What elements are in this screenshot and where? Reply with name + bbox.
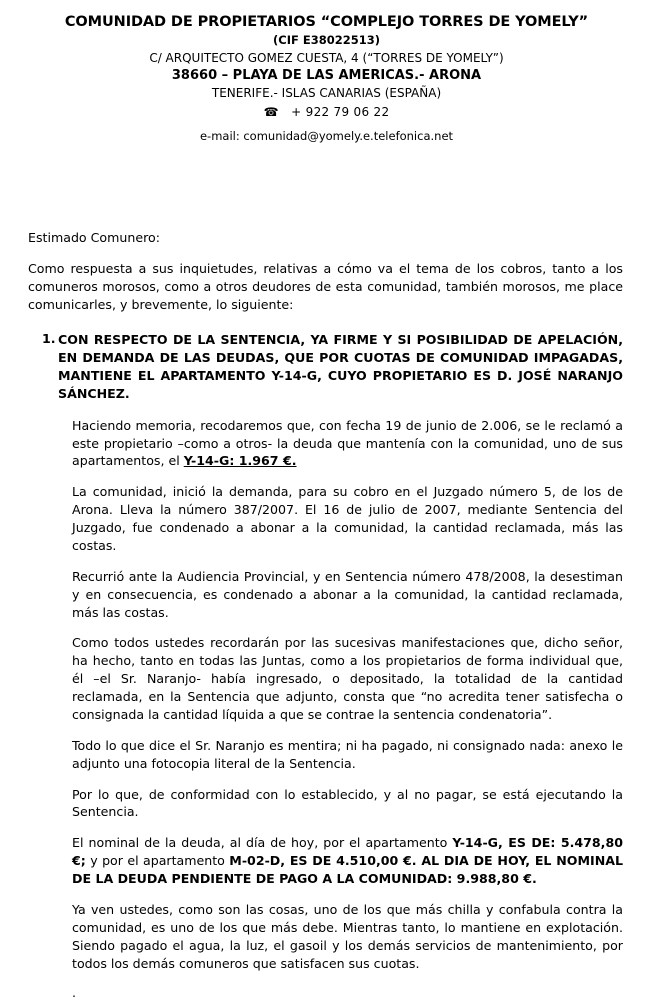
community-cif: (CIF E38022513) (273, 33, 380, 48)
paragraph-6: Por lo que, de conformidad con lo establecido, y al no pagar, se está ejecutando la Sentencia. (72, 786, 623, 820)
community-province: TENERIFE.- ISLAS CANARIAS (ESPAÑA) (211, 86, 442, 101)
letter-body (0, 229, 653, 1000)
numbered-item-1 (28, 331, 623, 404)
paragraph-7-lead: El nominal de la deuda, al día de hoy, por el apartamento (72, 835, 453, 851)
community-phone-line (0, 105, 653, 119)
paragraph-5: Todo lo que dice el Sr. Naranjo es mentira; ni ha pagado, ni consignado nada: anexo le adjunto una fotocopia literal de la Sentencia. (72, 737, 623, 771)
item-heading: CON RESPECTO DE LA SENTENCIA, YA FIRME Y SI POSIBILIDAD DE APELACIÓN, EN DEMANDA DE LAS DEUDAS, QUE POR CUOTAS DE COMUNIDAD IMPAGADAS, MANTIENE EL APARTAMENTO Y-14-G, CUYO PROPIETARIO ES D. JOSÉ NARANJO SÁNCHEZ. (58, 331, 623, 402)
apartment-debt-highlight: Y-14-G: 1.967 €. (183, 453, 297, 469)
letterhead (0, 0, 653, 143)
telephone-icon: ☎ (263, 105, 279, 120)
community-title: COMUNIDAD DE PROPIETARIOS “COMPLEJO TORRES DE YOMELY” (64, 14, 589, 30)
community-address: C/ ARQUITECTO GOMEZ CUESTA, 4 (“TORRES DE YOMELY”) (149, 51, 504, 66)
paragraph-8: Ya ven ustedes, como son las cosas, uno de los que más chilla y confabula contra la comunidad, es uno de los que más debe. Mientras tanto, lo mantiene en explotación. Siendo pagado el agua, la luz, el gasoil y los demás servicios de mantenimiento, por todos los demás comuneros que satisfacen sus cuotas. (72, 901, 623, 971)
community-email: e-mail: comunidad@yomely.e.telefonica.net (199, 129, 454, 144)
intro-paragraph: Como respuesta a sus inquietudes, relativas a cómo va el tema de los cobros, tanto a los comuneros morosos, como a otros deudores de esta comunidad, también morosos, me place comunicarles, y brevemente, lo siguiente: (28, 261, 623, 312)
trailing-dot: . (72, 985, 77, 1001)
paragraph-2: La comunidad, inició la demanda, para su cobro en el Juzgado número 5, de los de Arona. Lleva la número 387/2007. El 16 de julio de 2007, mediante Sentencia del Juzgado, fue condenado a abonar a la comunidad, la cantidad reclamada, más las costas. (72, 484, 623, 553)
community-phone: + 922 79 06 22 (291, 105, 390, 120)
paragraph-7-mid: y por el apartamento (85, 853, 230, 869)
paragraph-1 (28, 417, 623, 471)
paragraph-1-text: Haciendo memoria, recodaremos que, con fecha 19 de junio de 2.006, se le reclamó a este propietario –como a otros- la deuda que mantenía con la comunidad, uno de sus apartamentos, el (72, 417, 623, 469)
item-number: 1. (42, 330, 56, 346)
community-city: 38660 – PLAYA DE LAS AMERICAS.- ARONA (171, 68, 482, 84)
apartment-y14g-amount: Y-14-G, ES DE: 5.478,80 €; (72, 835, 623, 869)
greeting-line: Estimado Comunero: (28, 230, 160, 246)
apartment-m02d-amount: M-02-D, ES DE 4.510,00 €. AL DIA DE HOY, EL NOMINAL DE LA DEUDA PENDIENTE DE PAGO A LA COMUNIDAD: 9.988,80 €. (72, 853, 624, 886)
paragraph-4: Como todos ustedes recordarán por las sucesivas manifestaciones que, dicho señor, ha hecho, tanto en todas las Juntas, como a los propietarios de forma individual que, él –el Sr. Naranjo- había ingresado, o depositado, la totalidad de la cantidad reclamada, en la Sentencia que adjunto, consta que “no acredita tener satisfecha o consignada la cantidad líquida a que se contrae la sentencia condenatoria”. (72, 635, 623, 722)
paragraph-7 (28, 834, 623, 888)
paragraph-3: Recurrió ante la Audiencia Provincial, y en Sentencia número 478/2008, la desestiman y en consecuencia, es condenado a abonar a la comunidad, la cantidad reclamada, más las costas. (72, 568, 623, 620)
